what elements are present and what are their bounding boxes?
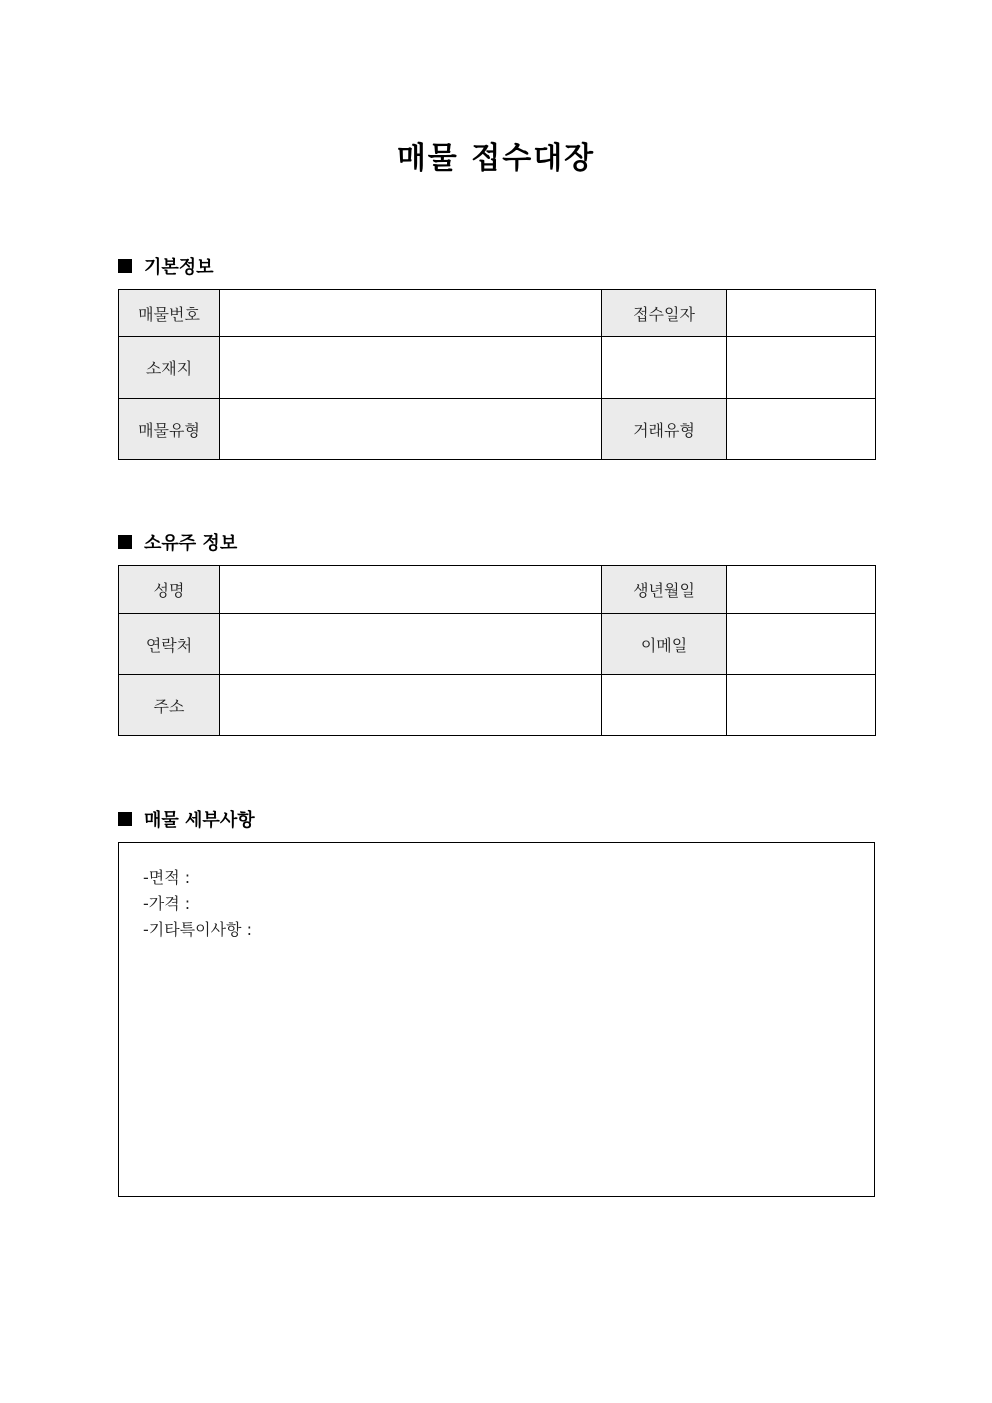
table-row xyxy=(119,337,876,399)
label-email: 이메일 xyxy=(602,614,727,675)
property-details-box[interactable] xyxy=(118,842,875,1197)
property-number-field[interactable] xyxy=(220,290,602,337)
table-row xyxy=(119,290,876,337)
label-location: 소재지 xyxy=(119,337,220,399)
address-field[interactable] xyxy=(220,675,602,736)
property-type-field[interactable] xyxy=(220,399,602,460)
square-bullet-icon xyxy=(118,812,132,826)
detail-line-area: -면적 : xyxy=(143,868,191,887)
section-heading-details xyxy=(118,806,255,832)
label-contact: 연락처 xyxy=(119,614,220,675)
section-heading-owner xyxy=(118,529,237,555)
basic-info-table xyxy=(118,289,876,460)
label-name: 성명 xyxy=(119,566,220,614)
owner-info-table xyxy=(118,565,876,736)
label-property-number: 매물번호 xyxy=(119,290,220,337)
label-address: 주소 xyxy=(119,675,220,736)
blank-cell[interactable] xyxy=(727,675,876,736)
page-title: 매물 접수대장 xyxy=(396,141,596,176)
table-row xyxy=(119,566,876,614)
table-row xyxy=(119,675,876,736)
detail-line-price: -가격 : xyxy=(143,894,191,913)
square-bullet-icon xyxy=(118,535,132,549)
blank-cell[interactable] xyxy=(602,337,727,399)
name-field[interactable] xyxy=(220,566,602,614)
square-bullet-icon xyxy=(118,259,132,273)
detail-line-notes: -기타특이사항 : xyxy=(143,920,252,939)
label-receipt-date: 접수일자 xyxy=(602,290,727,337)
section-heading-basic xyxy=(118,253,214,279)
receipt-date-field[interactable] xyxy=(727,290,876,337)
blank-cell[interactable] xyxy=(727,337,876,399)
label-property-type: 매물유형 xyxy=(119,399,220,460)
transaction-type-field[interactable] xyxy=(727,399,876,460)
label-transaction-type: 거래유형 xyxy=(602,399,727,460)
label-birthdate: 생년월일 xyxy=(602,566,727,614)
email-field[interactable] xyxy=(727,614,876,675)
section-heading-label: 기본정보 xyxy=(144,257,214,278)
table-row xyxy=(119,614,876,675)
table-row xyxy=(119,399,876,460)
section-heading-label: 매물 세부사항 xyxy=(144,810,255,831)
contact-field[interactable] xyxy=(220,614,602,675)
birthdate-field[interactable] xyxy=(727,566,876,614)
location-field[interactable] xyxy=(220,337,602,399)
blank-cell[interactable] xyxy=(602,675,727,736)
section-heading-label: 소유주 정보 xyxy=(144,533,238,554)
